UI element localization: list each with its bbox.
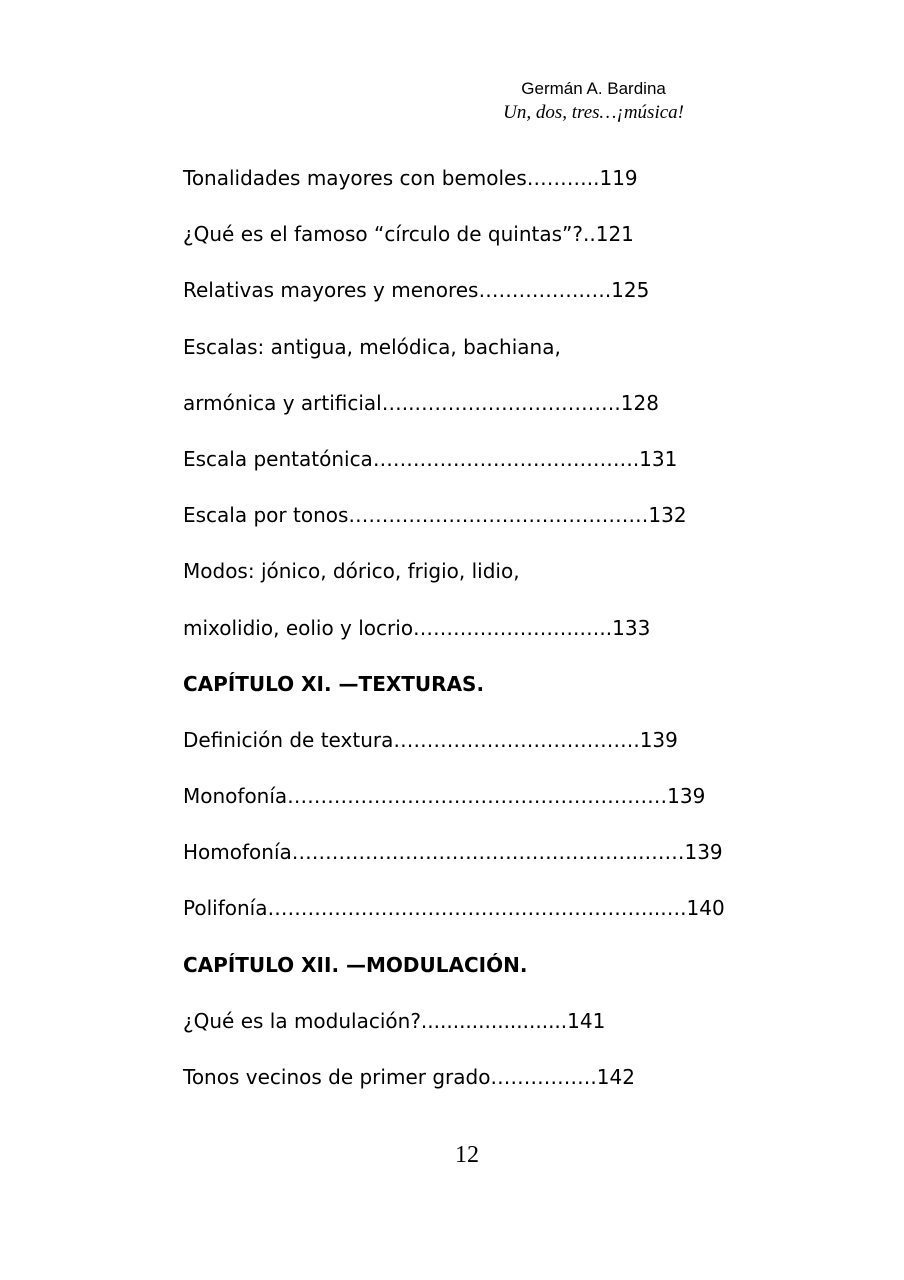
header-author: Germán A. Bardina [521,79,666,98]
toc-entry: Escala por tonos………………………………………132 [183,503,687,528]
toc-entry: Tonalidades mayores con bemoles………..119 [183,166,638,190]
chapter-heading: CAPÍTULO XI. —TEXTURAS. [183,671,485,696]
running-header [503,78,684,126]
toc-entry: Tonos vecinos de primer grado…………….142 [183,1065,635,1089]
toc-entry: Definición de textura……………………………….139 [183,727,678,752]
header-book-title: Un, dos, tres…¡música! [503,102,684,123]
toc-entry: Escala pentatónica………………………………….131 [183,446,678,471]
toc-entry: Homofonía……………………………………………..……139 [183,840,723,865]
toc-entry: Monofonía…………………………………………………139 [183,784,706,809]
toc-entry: Modos: jónico, dórico, frigio, lidio, [183,559,520,584]
toc-entry: mixolidio, eolio y locrio…………………….…..133 [183,615,651,640]
table-of-contents [183,150,725,1105]
toc-entry: armónica y artificial…..………………………….128 [183,390,659,415]
toc-entry: ¿Qué es la modulación?.......................141 [183,1008,606,1033]
chapter-heading: CAPÍTULO XII. —MODULACIÓN. [183,952,528,977]
toc-entry: Escalas: antigua, melódica, bachiana, [183,334,561,359]
page-number: 12 [455,1142,479,1168]
toc-entry: ¿Qué es el famoso “círculo de quintas”?..121 [183,222,634,247]
toc-entry: Relativas mayores y menores…………….….125 [183,278,650,303]
toc-entry: Polifonía…………………………………………………..….140 [183,896,725,921]
